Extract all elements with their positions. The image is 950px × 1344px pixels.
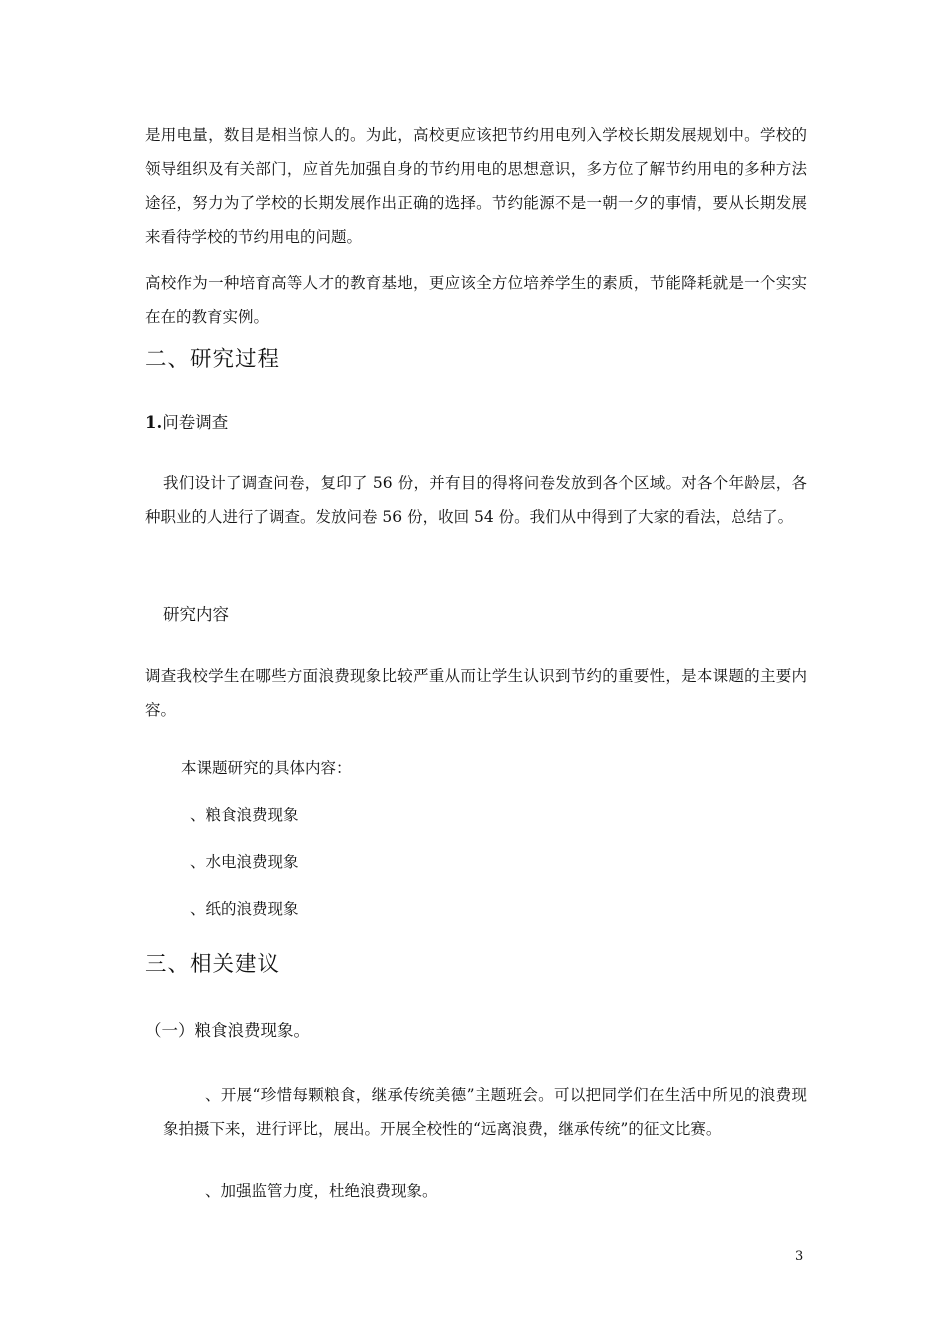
section-heading-suggestions: 三、相关建议 <box>145 952 281 977</box>
body-paragraph-research-content: 调查我校学生在哪些方面浪费现象比较严重从而让学生认识到节约的重要性，是本课题的主要内容。 <box>145 667 807 719</box>
list-item: 、粮食浪费现象 <box>190 806 299 824</box>
research-content-heading: 研究内容 <box>163 605 229 624</box>
subheading-text: 问卷调查 <box>162 413 229 432</box>
body-paragraph-supervision: 、加强监管力度，杜绝浪费现象。 <box>205 1182 438 1200</box>
subheading-questionnaire <box>145 410 807 436</box>
body-paragraph-questionnaire: 我们设计了调查问卷，复印了 56 份，并有目的得将问卷发放到各个区域。对各个年龄层，各种职业的人进行了调查。发放问卷 56 份，收回 54 份。我们从中得到了大家的看法，总结了。 <box>145 474 807 526</box>
subheading-number: 1. <box>145 413 163 432</box>
body-paragraph-class-meeting: 、开展“珍惜每颗粮食，继承传统美德”主题班会。可以把同学们在生活中所见的浪费现象拍摄下来，进行评比，展出。开展全校性的“远离浪费，继承传统”的征文比赛。 <box>163 1086 807 1138</box>
list-item: 、纸的浪费现象 <box>190 900 299 918</box>
subheading-food-waste: （一）粮食浪费现象。 <box>145 1021 310 1040</box>
specific-content-label: 本课题研究的具体内容： <box>181 759 352 777</box>
section-heading-research-process: 二、研究过程 <box>145 347 281 372</box>
page-number: 3 <box>795 1249 804 1264</box>
body-paragraph-education-base: 高校作为一种培育高等人才的教育基地，更应该全方位培养学生的素质，节能降耗就是一个实实在在的教育实例。 <box>145 274 807 326</box>
list-item: 、水电浪费现象 <box>190 853 299 871</box>
body-paragraph-energy-planning: 是用电量，数目是相当惊人的。为此，高校更应该把节约用电列入学校长期发展规划中。学校的领导组织及有关部门，应首先加强自身的节约用电的思想意识，多方位了解节约用电的多种方法途径，努力为了学校的长期发展作出正确的选择。节约能源不是一朝一夕的事情，要从长期发展来看待学校的节约用电的问题。 <box>145 126 807 246</box>
